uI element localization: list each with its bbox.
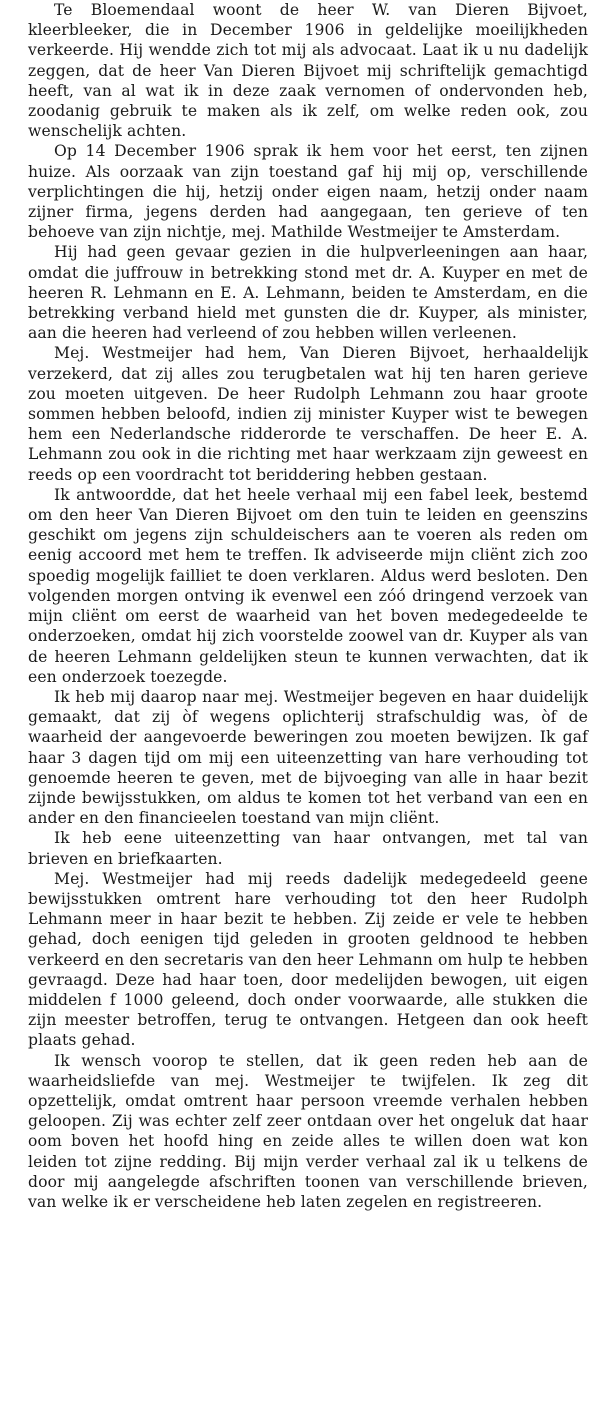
paragraph-7: Ik heb eene uiteenzetting van haar ontvangen, met tal van brieven en briefkaarten. xyxy=(28,829,588,868)
paragraph-2: Op 14 December 1906 sprak ik hem voor het eerst, ten zijnen huize. Als oorzaak van zijn toestand gaf hij mij op, verschillende verplichtingen die hij, hetzij onder eigen naam, hetzij onder naam zijner firma, jegens derden had aangegaan, ten gerieve of ten behoeve van zijn nichtje, mej. Mathilde Westmeijer te Amsterdam. xyxy=(28,142,588,242)
paragraph-4: Mej. Westmeijer had hem, Van Dieren Bijvoet, herhaaldelijk verzekerd, dat zij alles zou terugbetalen wat hij ten haren gerieve zou moeten uitgeven. De heer Rudolph Lehmann zou haar groote sommen hebben beloofd, indien zij minister Kuyper wist te bewegen hem een Nederlandsche ridderorde te verschaffen. De heer E. A. Lehmann zou ook in die richting met haar werkzaam zijn geweest en reeds op een voordracht tot beriddering hebben gestaan. xyxy=(28,344,588,484)
paragraph-1: Te Bloemendaal woont de heer W. van Dieren Bijvoet, kleerbleeker, die in December 1906 in geldelijke moeilijkheden verkeerde. Hij wendde zich tot mij als advocaat. Laat ik u nu dadelijk zeggen, dat de heer Van Dieren Bijvoet mij schriftelijk gemachtigd heeft, van al wat ik in deze zaak vernomen of ondervonden heb, zoodanig gebruik te maken als ik zelf, om welke reden ook, zou wenschelijk achten. xyxy=(28,1,588,141)
paragraph-5: Ik antwoordde, dat het heele verhaal mij een fabel leek, bestemd om den heer Van Dieren Bijvoet om den tuin te leiden en geenszins geschikt om jegens zijn schuldeischers aan te voeren als reden om eenig accoord met hem te treffen. Ik adviseerde mijn cliënt zich zoo spoedig mogelijk failliet te doen verklaren. Aldus werd besloten. Den volgenden morgen ontving ik evenwel een zóó dringend verzoek van mijn cliënt om eerst de waarheid van het boven medegedeelde te onderzoeken, omdat hij zich voorstelde zoowel van dr. Kuyper als van de heeren Lehmann geldelijken steun te kunnen verwachten, dat ik een onderzoek toezegde. xyxy=(28,485,588,686)
paragraph-9: Ik wensch voorop te stellen, dat ik geen reden heb aan de waarheidsliefde van mej. Westmeijer te twijfelen. Ik zeg dit opzettelijk, omdat omtrent haar persoon vreemde verhalen hebben geloopen. Zij was echter zelf zeer ontdaan over het ongeluk dat haar oom boven het hoofd hing en zeide alles te willen doen wat kon leiden tot zijne redding. Bij mijn verder verhaal zal ik u telkens de door mij aangelegde afschriften toonen van verschillende brieven, van welke ik er verscheidene heb laten zegelen en registreeren. xyxy=(28,1051,588,1211)
paragraph-8: Mej. Westmeijer had mij reeds dadelijk medegedeeld geene bewijsstukken omtrent hare verhouding tot den heer Rudolph Lehmann meer in haar bezit te hebben. Zij zeide er vele te hebben gehad, doch eenigen tijd geleden in grooten geldnood te hebben verkeerd en den secretaris van den heer Lehmann om hulp te hebben gevraagd. Deze had haar toen, door medelijden bewogen, uit eigen middelen f 1000 geleend, doch onder voorwaarde, alle stukken die zijn meester betroffen, terug te ontvangen. Hetgeen dan ook heeft plaats gehad. xyxy=(28,869,588,1050)
paragraph-6: Ik heb mij daarop naar mej. Westmeijer begeven en haar duidelijk gemaakt, dat zij òf wegens oplichterij strafschuldig was, òf de waarheid der aangevoerde beweringen zou moeten bewijzen. Ik gaf haar 3 dagen tijd om mij een uiteenzetting van hare verhouding tot genoemde heeren te geven, met de bijvoeging van alle in haar bezit zijnde bewijsstukken, om aldus te komen tot het verband van een en ander en den financieelen toestand van mijn cliënt. xyxy=(28,687,588,828)
paragraph-3: Hij had geen gevaar gezien in die hulpverleeningen aan haar, omdat die juffrouw in betrekking stond met dr. A. Kuyper en met de heeren R. Lehmann en E. A. Lehmann, beiden te Amsterdam, en die betrekking verband hield met gunsten die dr. Kuyper, als minister, aan die heeren had verleend of zou hebben willen verleenen. xyxy=(28,243,588,343)
